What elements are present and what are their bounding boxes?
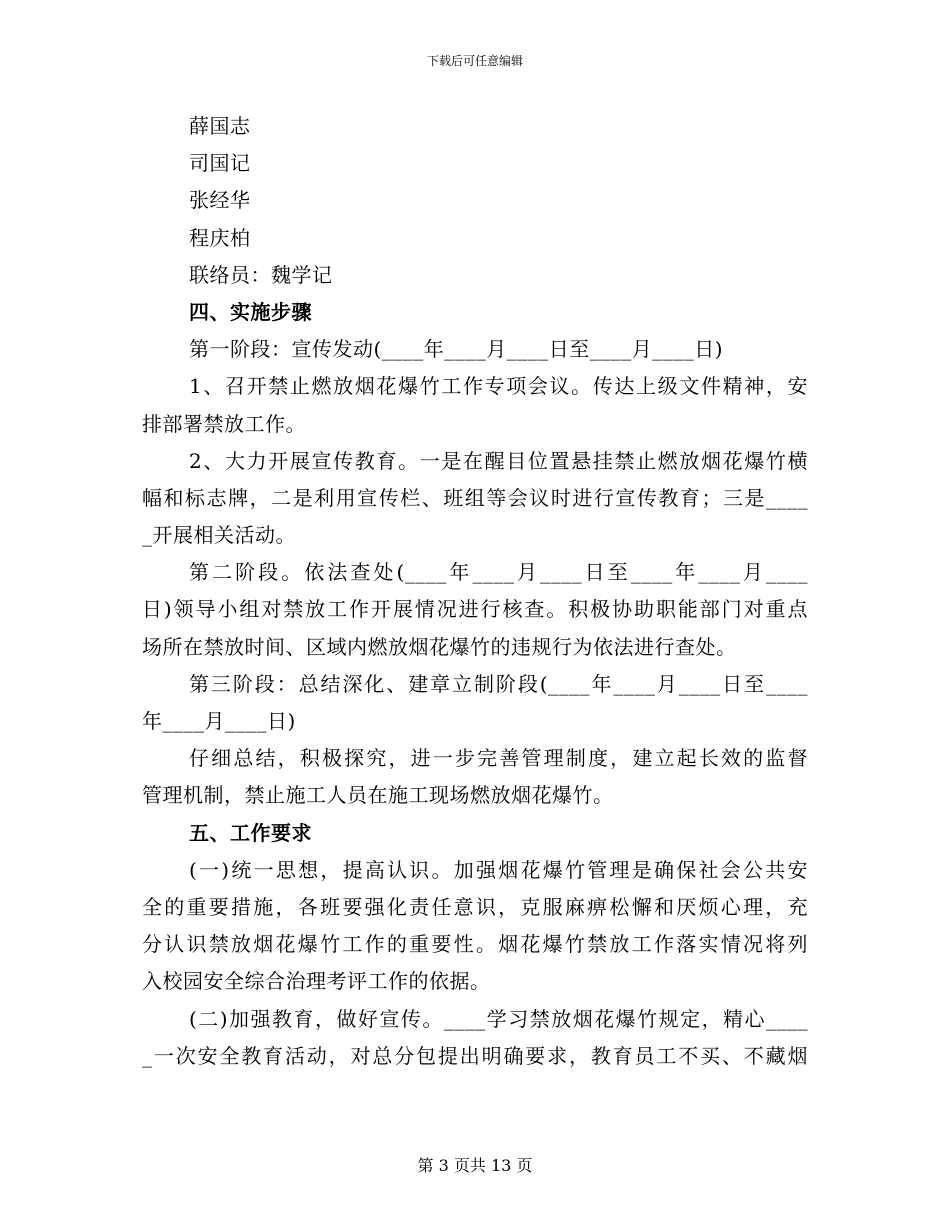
text-line: (二)加强教育，做好宣传。____学习禁放烟花爆竹规定，精心____ <box>189 1006 808 1031</box>
text-line: _开展相关活动。 <box>142 523 296 548</box>
text-line: 年____月____日) <box>142 709 296 733</box>
text-line: 排部署禁放工作。 <box>142 411 306 436</box>
text-line: 幅和标志牌，二是利用宣传栏、班组等会议时进行宣传教育；三是____ <box>142 485 808 510</box>
text-line: 日)领导小组对禁放工作开展情况进行核查。积极协助职能部门对重点 <box>142 597 808 622</box>
text-line: 分认识禁放烟花爆竹工作的重要性。烟花爆竹禁放工作落实情况将列 <box>142 932 808 957</box>
text-line: _一次安全教育活动，对总分包提出明确要求，教育员工不买、不藏烟 <box>142 1043 808 1068</box>
section-heading: 五、工作要求 <box>189 820 312 845</box>
text-line: 张经华 <box>189 188 251 213</box>
text-line: 第二阶段。依法查处(____年____月____日至____年____月____ <box>189 560 808 585</box>
text-line: 第三阶段：总结深化、建章立制阶段(____年____月____日至____ <box>189 671 808 696</box>
page-header-note: 下载后可任意编辑 <box>426 54 523 68</box>
document-body <box>142 108 808 1075</box>
text-line: 联络员：魏学记 <box>189 262 333 287</box>
text-line: 全的重要措施，各班要强化责任意识，克服麻痹松懈和厌烦心理，充 <box>142 894 808 919</box>
text-line: 1、召开禁止燃放烟花爆竹工作专项会议。传达上级文件精神，安 <box>189 374 808 399</box>
text-line: (一)统一思想，提高认识。加强烟花爆竹管理是确保社会公共安 <box>189 857 808 882</box>
text-line: 薛国志 <box>189 114 251 138</box>
text-line: 第一阶段：宣传发动(____年____月____日至____月____日) <box>189 337 724 362</box>
page-number: 第 3 页共 13 页 <box>417 1156 533 1175</box>
text-line: 2、大力开展宣传教育。一是在醒目位置悬挂禁止燃放烟花爆竹横 <box>189 448 808 473</box>
text-line: 入校园安全综合治理考评工作的依据。 <box>142 969 491 994</box>
text-line: 仔细总结，积极探究，进一步完善管理制度，建立起长效的监督 <box>189 746 808 771</box>
section-heading: 四、实施步骤 <box>189 299 312 324</box>
text-line: 管理机制，禁止施工人员在施工现场燃放烟花爆竹。 <box>142 783 614 808</box>
text-line: 司国记 <box>189 151 251 176</box>
text-line: 场所在禁放时间、区域内燃放烟花爆竹的违规行为依法进行查处。 <box>142 634 737 659</box>
text-line: 程庆柏 <box>189 225 251 250</box>
